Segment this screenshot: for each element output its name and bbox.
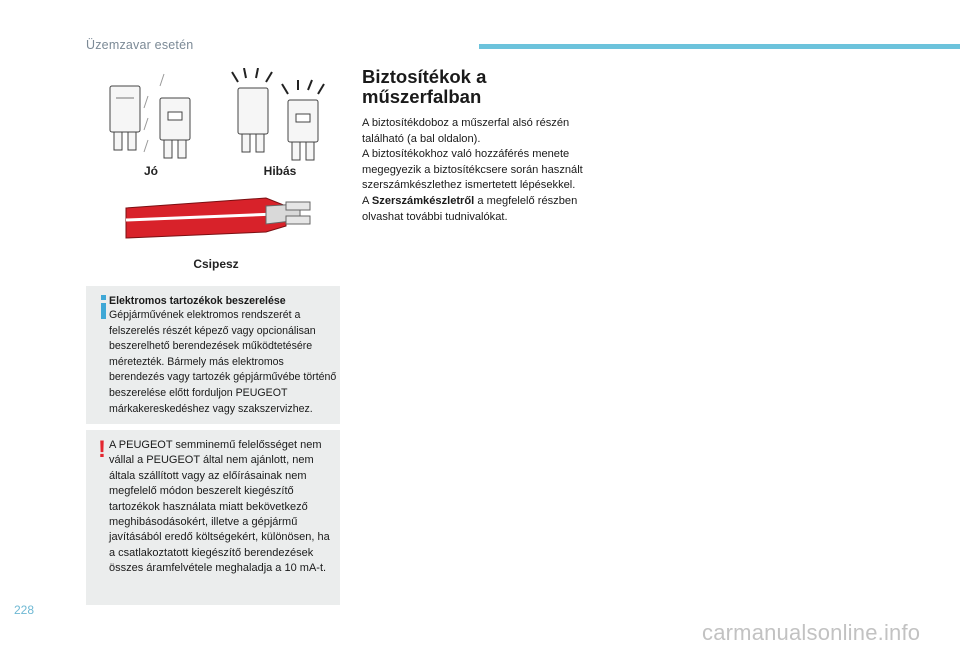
warning-box <box>86 430 340 605</box>
para3-prefix: A <box>362 194 372 207</box>
heading-line-1: Biztosítékok a <box>362 66 487 87</box>
paragraph-3 <box>362 194 612 225</box>
bad-fuse-side <box>288 100 318 160</box>
page-heading <box>362 67 592 107</box>
good-fuse-front <box>110 86 140 150</box>
good-fuse-side <box>160 98 190 158</box>
paragraph-2: A biztosítékokhoz való hozzáférés menete megegyezik a biztosítékcsere során használt szerszámkészlethez ismertetett lépésekkel. <box>362 148 583 192</box>
heading-line-2: műszerfalban <box>362 86 482 107</box>
info-text: Gépjárművének elektromos rendszerét a felszerelés részét képező vagy opcionálisan beszerelhető berendezések működtetésére méretezték. Bármely más elektromos berendezés vagy tartozék gépjárművébe történő beszerelése előtt forduljon PEUGEOT márkakereskedéshez vagy szakszervizhez. <box>109 309 337 415</box>
watermark: carmanualsonline.info <box>702 620 921 645</box>
info-title: Elektromos tartozékok beszerelése <box>109 295 286 307</box>
page-number: 228 <box>14 603 35 617</box>
toolkit-reference: Szerszámkészletről <box>371 194 475 207</box>
caption-good: Jó <box>143 164 158 178</box>
warning-text: A PEUGEOT semminemű felelősséget nem vállal a PEUGEOT által nem ajánlott, nem általa szállított vagy az előírásainak nem megfelelő módon beszerelt kiegészítő tartozékok használata miatt bekövetkező meghibásodásokért, illetve a gépjármű javításából eredő költségekért, különösen, ha a csatlakoztatott kiegészítő berendezések összes áramfelvétele meghaladja a 10 mA-t. <box>109 439 330 575</box>
bad-fuse-front <box>238 88 268 152</box>
body-text <box>362 116 612 225</box>
para3-suffix: a megfelelő részben olvashat további tudnivalókat. <box>362 194 578 223</box>
fuse-puller <box>126 198 310 238</box>
info-box <box>86 286 340 424</box>
warning-icon: ! <box>98 436 106 463</box>
paragraph-1: A biztosítékdoboz a műszerfal alsó részén található (a bal oldalon). <box>362 117 570 145</box>
header-accent-bar <box>479 44 960 49</box>
section-label: Üzemzavar esetén <box>86 38 194 52</box>
caption-puller: Csipesz <box>193 257 239 271</box>
caption-bad: Hibás <box>263 164 297 178</box>
